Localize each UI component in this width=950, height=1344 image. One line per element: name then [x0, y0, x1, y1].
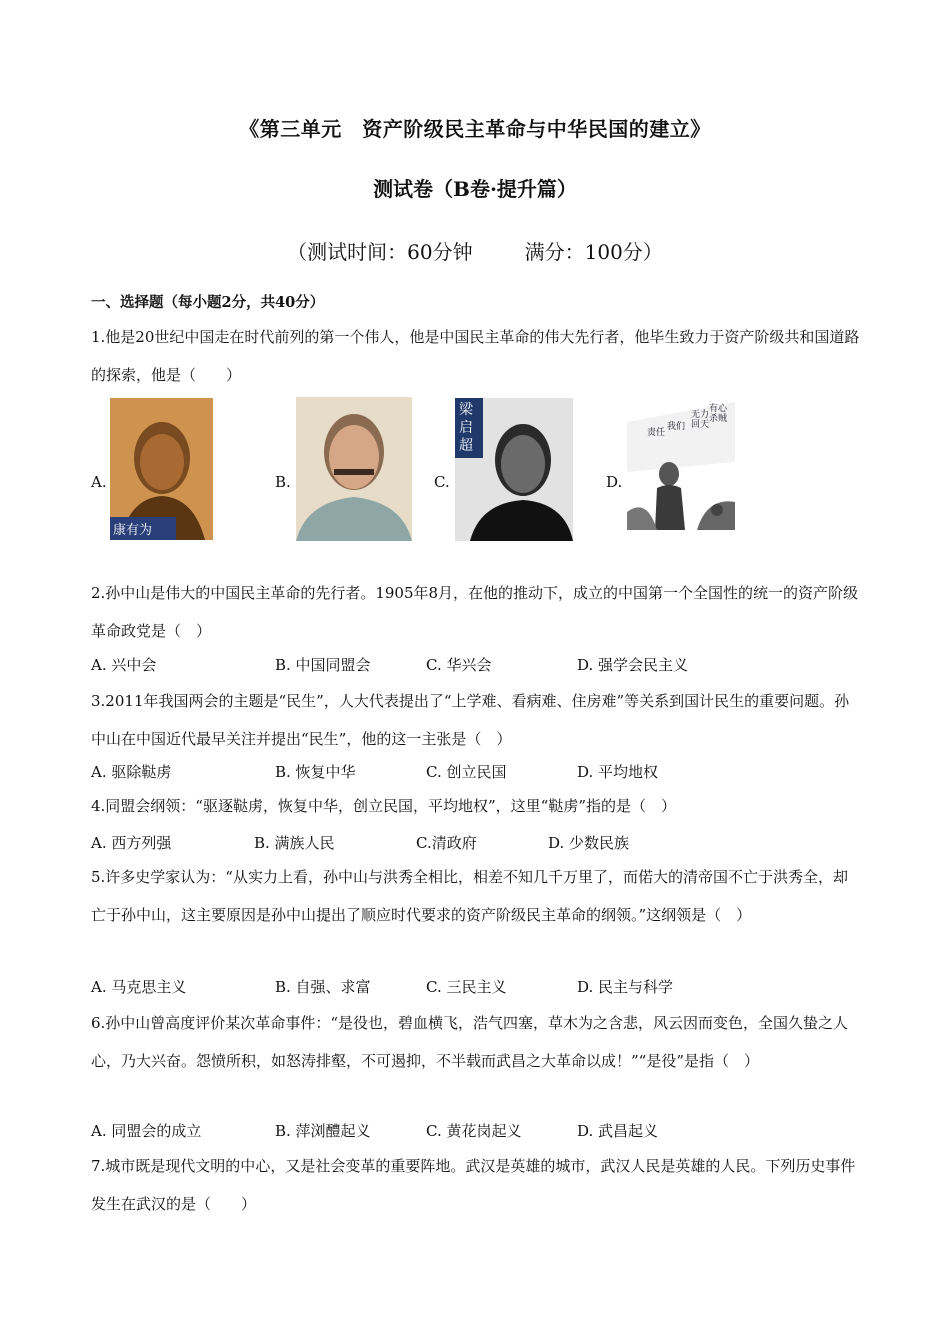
q4-option-b: B. 满族人民: [254, 834, 335, 852]
question-4: 4.同盟会纲领：“驱逐鞑虏，恢复中华，创立民国，平均地权”，这里“鞑虏”指的是（ ）: [91, 797, 676, 815]
q5-option-d: D. 民主与科学: [577, 978, 674, 996]
poster-text-4: 责任: [647, 428, 666, 438]
poster-text-1: 有心杀贼: [709, 404, 728, 424]
section-heading: 一、选择题（每小题2分，共40分）: [91, 294, 325, 311]
sun-yatsen-portrait: [296, 397, 412, 541]
q3-option-d: D. 平均地权: [577, 763, 659, 781]
poster-text-3: 我们: [667, 422, 686, 432]
test-info: [0, 236, 950, 265]
test-time: （测试时间：60分钟: [287, 240, 473, 264]
q6-option-c: C. 黄花岗起义: [426, 1122, 522, 1140]
q3-option-a: A. 驱除鞑虏: [91, 763, 172, 781]
q6-option-a: A. 同盟会的成立: [91, 1122, 202, 1140]
poster-text-2: 无力回天: [691, 410, 710, 430]
question-3: 3.2011年我国两会的主题是“民生”，人大代表提出了“上学难、看病难、住房难”等关系到国计民生的重要问题。孙中山在中国近代最早关注并提出“民生”，他的这一主张是（ ）: [91, 692, 850, 748]
page-title: 《第三单元 资产阶级民主革命与中华民国的建立》: [239, 117, 711, 141]
q2-option-a: A. 兴中会: [91, 656, 157, 674]
q4-option-c: C.清政府: [416, 834, 477, 852]
q2-option-b: B. 中国同盟会: [275, 656, 371, 674]
q6-option-d: D. 武昌起义: [577, 1122, 659, 1140]
q2-option-c: C. 华兴会: [426, 656, 492, 674]
question-7: 7.城市既是现代文明的中心，又是社会变革的重要阵地。武汉是英雄的城市，武汉人民是英雄的人民。下列历史事件发生在武汉的是（ ）: [91, 1157, 856, 1213]
q6-option-b: B. 萍浏醴起义: [275, 1122, 371, 1140]
revolutionary-poster: [627, 402, 735, 530]
liang-qichao-portrait: [455, 398, 573, 541]
question-5: 5.许多史学家认为：“从实力上看，孙中山与洪秀全相比，相差不知几千万里了，而偌大的清帝国不亡于洪秀全，却亡于孙中山，这主要原因是孙中山提出了顺应时代要求的资产阶级民主革命的纲领。”这纲领是（ ）: [91, 868, 848, 924]
option-a-label: A.: [91, 473, 107, 491]
question-6: 6.孙中山曾高度评价某次革命事件：“是役也，碧血横飞，浩气四塞，草木为之含悲，风云因而变色，全国久蛰之人心，乃大兴奋。怨愤所积，如怒涛排壑，不可遏抑，不半载而武昌之大革命以成！”“是役”是指（ ）: [91, 1014, 848, 1070]
q5-option-a: A. 马克思主义: [91, 978, 187, 996]
full-score: 满分：100分）: [524, 240, 663, 264]
q3-option-b: B. 恢复中华: [275, 763, 356, 781]
question-1: 1.他是20世纪中国走在时代前列的第一个伟人，他是中国民主革命的伟大先行者，他毕生致力于资产阶级共和国道路的探索，他是（ ）: [91, 328, 860, 384]
page-subtitle: 测试卷（B卷·提升篇）: [373, 177, 577, 201]
liang-qichao-caption: 梁启超: [459, 402, 473, 454]
q2-option-d: D. 强学会民主义: [577, 656, 689, 674]
q5-option-b: B. 自强、求富: [275, 978, 371, 996]
option-c-label: C.: [434, 473, 450, 491]
q3-option-c: C. 创立民国: [426, 763, 507, 781]
q4-option-d: D. 少数民族: [548, 834, 630, 852]
q4-option-a: A. 西方列强: [91, 834, 172, 852]
option-d-label: D.: [606, 473, 623, 491]
option-b-label: B.: [275, 473, 291, 491]
kang-youwei-portrait: [110, 398, 213, 540]
kang-youwei-caption: 康有为: [113, 523, 153, 538]
q5-option-c: C. 三民主义: [426, 978, 507, 996]
question-2: 2.孙中山是伟大的中国民主革命的先行者。1905年8月，在他的推动下，成立的中国第一个全国性的统一的资产阶级革命政党是（ ）: [91, 584, 859, 640]
